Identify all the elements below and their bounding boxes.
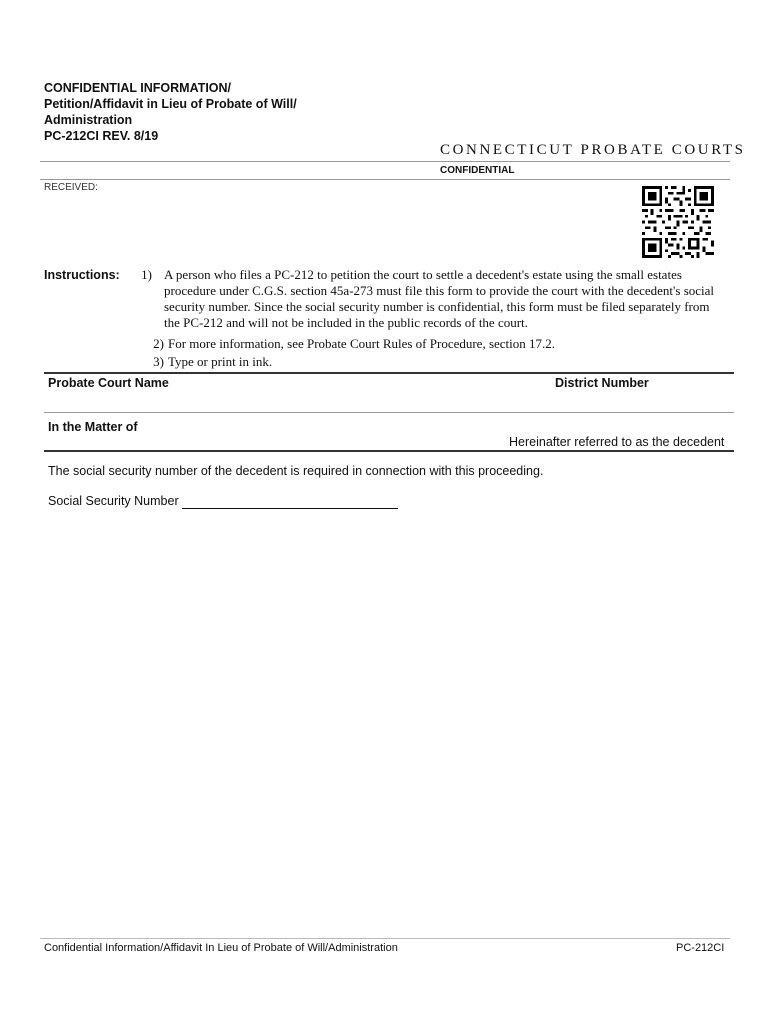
form-number: PC-212CI REV. 8/19	[44, 129, 159, 143]
instruction-3-number: 3)	[153, 354, 164, 369]
court-name-field-line[interactable]	[44, 412, 734, 413]
instruction-1-line-2: procedure under C.G.S. section 45a-273 must file this form to provide the court with the decedent's social	[164, 283, 715, 298]
instruction-1-number: 1)	[141, 267, 152, 282]
received-divider	[40, 179, 730, 180]
matter-field-line[interactable]	[44, 450, 734, 452]
instruction-1-line-3: security number. Since the social security number is confidential, this form must be filed separately from	[164, 299, 710, 314]
footer-form-number: PC-212CI	[676, 942, 725, 954]
instruction-2-number: 2)	[153, 336, 164, 351]
instruction-1-line-4: the PC-212 and will not be included in the public records of the court.	[164, 315, 528, 330]
qr-code	[642, 186, 714, 258]
ssn-input-line[interactable]	[182, 508, 398, 509]
ssn-statement: The social security number of the decedent is required in connection with this proceeding.	[48, 464, 544, 478]
footer-divider	[40, 938, 730, 939]
probate-court-name-label: Probate Court Name	[48, 376, 169, 390]
form-title	[44, 80, 297, 144]
ssn-label: Social Security Number	[48, 494, 179, 508]
confidential-label: CONFIDENTIAL	[440, 165, 515, 176]
in-the-matter-of-label: In the Matter of	[48, 420, 138, 434]
court-section-divider	[44, 372, 734, 374]
instruction-2-line-1: For more information, see Probate Court Rules of Procedure, section 17.2.	[168, 336, 556, 351]
form-title-line-2: Petition/Affidavit in Lieu of Probate of Will/	[44, 97, 297, 111]
court-name-heading: CONNECTICUT PROBATE COURTS	[440, 142, 746, 158]
received-label: RECEIVED:	[44, 182, 98, 193]
instructions-label: Instructions:	[44, 268, 120, 282]
instruction-1-line-1: A person who files a PC-212 to petition the court to settle a decedent's estate using the small estates	[164, 267, 682, 282]
district-number-label: District Number	[555, 376, 649, 390]
form-title-line-1: CONFIDENTIAL INFORMATION/	[44, 81, 232, 95]
hereinafter-label: Hereinafter referred to as the decedent	[509, 435, 725, 449]
header-divider	[40, 161, 730, 162]
instruction-3-line-1: Type or print in ink.	[168, 354, 273, 369]
form-title-line-3: Administration	[44, 113, 133, 127]
footer-form-title: Confidential Information/Affidavit In Lieu of Probate of Will/Administration	[44, 942, 398, 954]
